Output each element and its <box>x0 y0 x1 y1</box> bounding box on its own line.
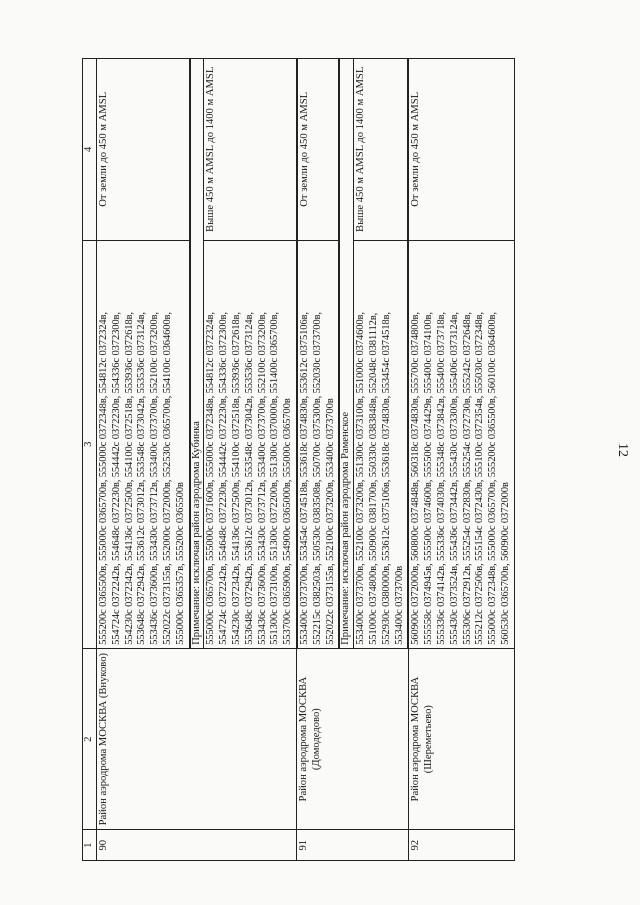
coordinates: 553400с 0373700в, 553454с 0374518в, 553618с 0374830в, 553612с 0375106в, 552215с 0382503в, 550530с 0383508в, 550700с 0375300в, 552030с 0373700в, 552022с 0373155в, 552100с 0373200в, 553400с 0373700в <box>297 240 339 648</box>
table-row <box>408 59 514 861</box>
header-col-4: 4 <box>83 59 97 241</box>
header-col-2: 2 <box>83 648 97 830</box>
table-row <box>97 59 190 861</box>
row-number: 92 <box>408 830 514 861</box>
table-row <box>297 59 339 861</box>
note: Примечание: исключая район аэродрома Кубинка <box>190 59 204 649</box>
coordinates: 555200с 0365500в, 555000с 0365700в, 555000с 0372348в, 554812с 0372324в, 554724с 0372242в, 554648с 0372230в, 554442с 0372230в, 554336с 0372300в, 554230с 0372342в, 554136с 0372500в, 554100с 0372518в, 553936с 0372618в, 553648с 0372942в, 553612с 0373012в, 553548с 0373042в, 553536с 0373124в, 553436с 0373600в, 553430с 0373712в, 553400с 0373700в, 552100с 0373200в, 552022с 0373155в, 552000с 0372000в, 552530с 0365700в, 554100с 0364600в, 555000с 0365357в, 555200с 0365500в <box>97 240 190 648</box>
page-number: 12 <box>615 443 630 457</box>
airspace-table <box>82 58 515 861</box>
rotated-table-container <box>82 58 550 861</box>
area-name: Район аэродрома МОСКВА (Шереметьево) <box>408 648 514 830</box>
altitude-range: Выше 450 м AMSL до 1400 м AMSL <box>354 59 409 241</box>
header-col-3: 3 <box>83 240 97 648</box>
header-col-1: 1 <box>83 830 97 861</box>
altitude-range: От земли до 450 м AMSL <box>408 59 514 241</box>
row-number: 91 <box>297 830 408 861</box>
coordinates: 555000с 0365700в, 555000с 0371600в, 555000с 0372348в, 554812с 0372324в, 554724с 0372242в, 554648с 0372230в, 554442с 0372230в, 554336с 0372300в, 554230с 0372342в, 554136с 0372500в, 554100с 0372518в, 553936с 0372618в, 553648с 0372942в, 553612с 0373012в, 553548с 0373042в, 553536с 0373124в, 553436с 0373600в, 553430с 0373712в, 553400с 0373700в, 552100с 0373200в, 551300с 0373100в, 551300с 0372200в, 551300с 0370000в, 551400с 0365700в, 553700с 0365900в, 554900с 0365000в, 555000с 0365700в <box>204 240 297 648</box>
altitude-range: Выше 450 м AMSL до 1400 м AMSL <box>204 59 297 241</box>
note: Примечание: исключая район аэродрома Раменское <box>339 59 353 649</box>
area-name: Район аэродрома МОСКВА (Внуково) <box>97 648 297 830</box>
area-name: Район аэродрома МОСКВА (Домодедово) <box>297 648 408 830</box>
coordinates: 560900с 0372000в, 560800с 0374848в, 560318с 0374830в, 555700с 0374800в, 555558с 0374945в, 555500с 0374600в, 555500с 0374429в, 555400с 0374100в, 555336с 0374142в, 555336с 0374030в, 555348с 0373842в, 555400с 0373718в, 555430с 0373524в, 555436с 0373442в, 555430с 0373300в, 555406с 0373124в, 555306с 0372912в, 555254с 0372830в, 555254с 0372730в, 555242с 0372648в, 555212с 0372506в, 555154с 0372430в, 555100с 0372354в, 555030с 0372348в, 555000с 0372348в, 555000с 0365700в, 555200с 0365500в, 560100с 0364600в, 560530с 0365700в, 560900с 0372000в <box>408 240 514 648</box>
coordinates: 553400с 0373700в, 552100с 0373200в, 551300с 0373100в, 551000с 0374600в, 551000с 0374800в, 550900с 0381700в, 550330с 0383848в, 552048с 0381112в, 552930с 0380000в, 553612с 0375106в, 553618с 0374830в, 553454с 0374518в, 553400с 0373700в <box>354 240 409 648</box>
altitude-range: От земли до 450 м AMSL <box>297 59 339 241</box>
row-number: 90 <box>97 830 297 861</box>
header-row <box>83 59 97 861</box>
altitude-range: От земли до 450 м AMSL <box>97 59 190 241</box>
